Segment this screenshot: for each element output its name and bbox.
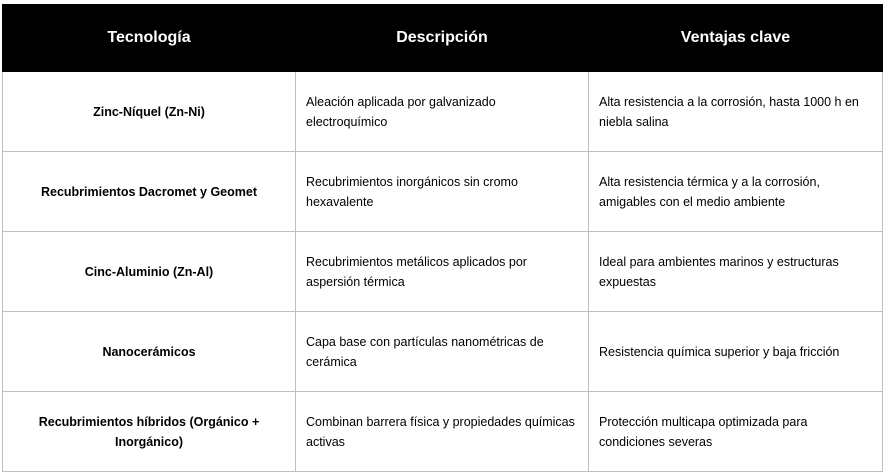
table-body <box>3 72 883 472</box>
cell-technology: Nanocerámicos <box>3 312 296 392</box>
table-row <box>3 232 883 312</box>
table-row <box>3 312 883 392</box>
table-header <box>3 5 883 72</box>
header-tecnologia: Tecnología <box>3 5 296 72</box>
cell-technology: Cinc-Aluminio (Zn-Al) <box>3 232 296 312</box>
cell-advantages: Alta resistencia a la corrosión, hasta 1000 h en niebla salina <box>589 72 883 152</box>
cell-description: Recubrimientos inorgánicos sin cromo hexavalente <box>296 152 589 232</box>
table-row <box>3 392 883 472</box>
header-row <box>3 5 883 72</box>
cell-advantages: Resistencia química superior y baja fricción <box>589 312 883 392</box>
cell-technology: Recubrimientos Dacromet y Geomet <box>3 152 296 232</box>
table-row <box>3 72 883 152</box>
table-row <box>3 152 883 232</box>
cell-description: Aleación aplicada por galvanizado electroquímico <box>296 72 589 152</box>
header-ventajas: Ventajas clave <box>589 5 883 72</box>
cell-description: Recubrimientos metálicos aplicados por aspersión térmica <box>296 232 589 312</box>
cell-advantages: Protección multicapa optimizada para condiciones severas <box>589 392 883 472</box>
cell-description: Combinan barrera física y propiedades químicas activas <box>296 392 589 472</box>
technology-table <box>2 4 883 472</box>
cell-technology: Recubrimientos híbridos (Orgánico + Inorgánico) <box>3 392 296 472</box>
cell-advantages: Alta resistencia térmica y a la corrosión, amigables con el medio ambiente <box>589 152 883 232</box>
cell-advantages: Ideal para ambientes marinos y estructuras expuestas <box>589 232 883 312</box>
header-descripcion: Descripción <box>296 5 589 72</box>
cell-technology: Zinc-Níquel (Zn-Ni) <box>3 72 296 152</box>
cell-description: Capa base con partículas nanométricas de cerámica <box>296 312 589 392</box>
